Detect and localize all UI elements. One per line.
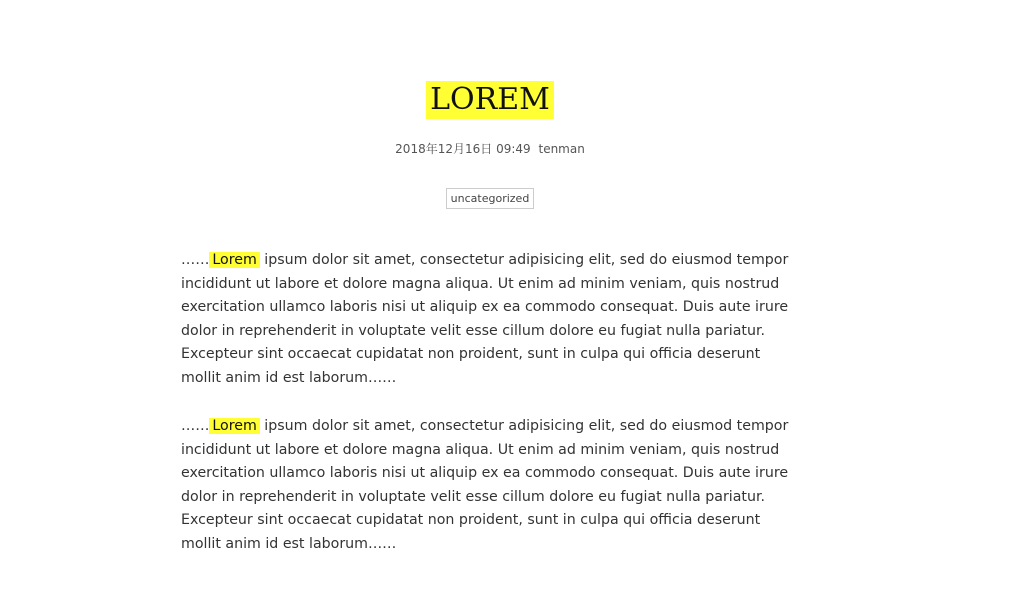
category-tag[interactable]: uncategorized	[446, 188, 535, 209]
search-highlight: Lorem	[209, 252, 259, 268]
search-highlight: Lorem	[209, 418, 259, 434]
title-wrap	[0, 81, 980, 119]
post-author[interactable]: tenman	[538, 142, 585, 156]
excerpt-text: ipsum dolor sit amet, consectetur adipisicing elit, sed do eiusmod tempor incididunt ut labore et dolore magna aliqua. Ut enim ad minim veniam, quis nostrud exercitation ullamco laboris nisi ut aliquip ex ea commodo consequat. Duis aute irure dolor in reprehenderit in voluptate velit esse cillum dolore eu fugiat nulla pariatur. Excepteur sint occaecat cupidatat non proident, sunt in culpa qui officia deserunt mollit anim id est laborum……	[181, 252, 789, 386]
category-wrap	[0, 187, 980, 209]
post-meta	[0, 141, 980, 157]
post-datetime[interactable]: 2018年12月16日 09:49	[395, 142, 531, 156]
post-title[interactable]: LOREM	[426, 81, 554, 119]
excerpt-prefix: ……	[181, 418, 210, 434]
excerpt-prefix: ……	[181, 252, 210, 268]
excerpt-paragraph-2	[181, 415, 801, 557]
excerpt-text: ipsum dolor sit amet, consectetur adipisicing elit, sed do eiusmod tempor incididunt ut labore et dolore magna aliqua. Ut enim ad minim veniam, quis nostrud exercitation ullamco laboris nisi ut aliquip ex ea commodo consequat. Duis aute irure dolor in reprehenderit in voluptate velit esse cillum dolore eu fugiat nulla pariatur. Excepteur sint occaecat cupidatat non proident, sunt in culpa qui officia deserunt mollit anim id est laborum……	[181, 418, 789, 552]
excerpt-paragraph-1	[181, 249, 801, 391]
